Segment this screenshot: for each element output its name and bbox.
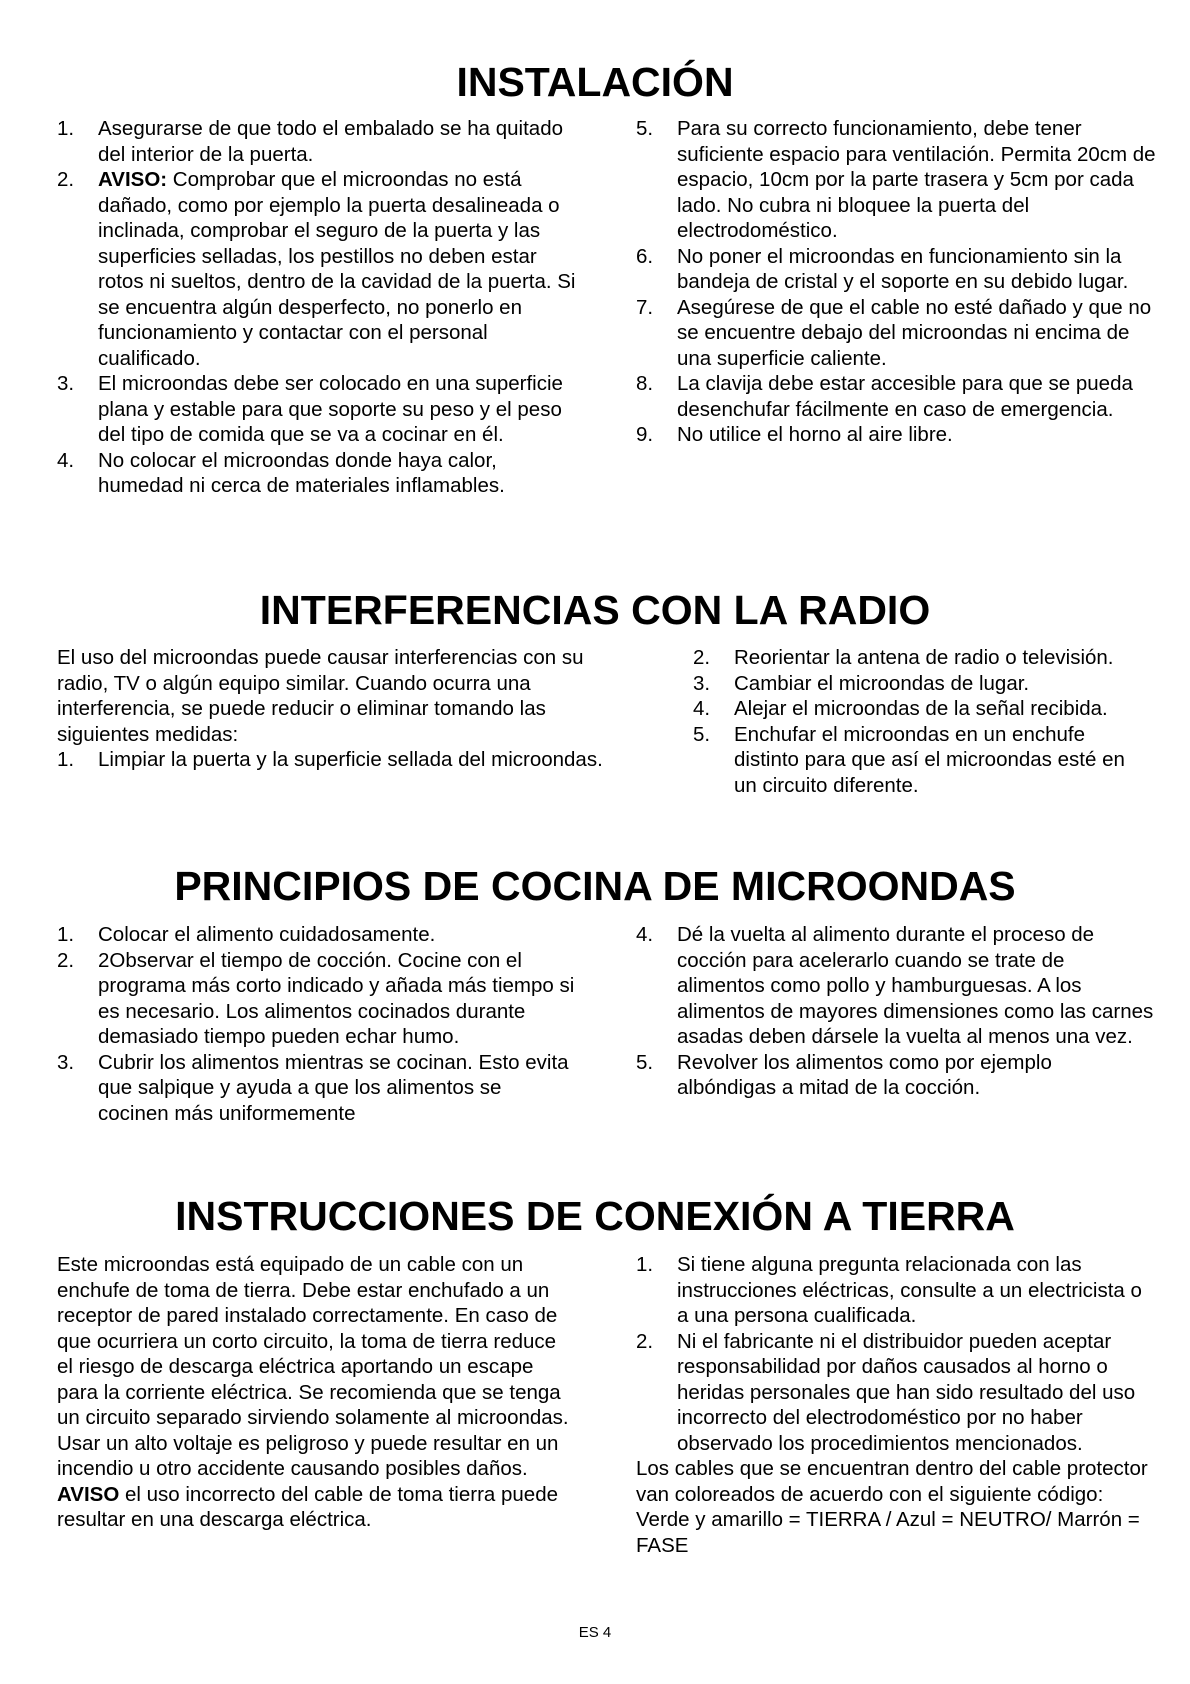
list-item — [57, 116, 577, 167]
radio-right-column — [693, 645, 1153, 798]
item-text: Revolver los alimentos como por ejemplo albóndigas a mitad de la cocción. — [677, 1050, 1052, 1099]
principles-title: PRINCIPIOS DE COCINA DE MICROONDAS — [174, 863, 1016, 909]
list-item — [636, 371, 1156, 422]
item-text: Alejar el microondas de la señal recibida. — [734, 697, 1108, 720]
list-item — [636, 422, 1156, 448]
installation-left-column — [57, 116, 577, 499]
item-number: 3. — [57, 1050, 75, 1074]
warning-text: el uso incorrecto del cable de toma tierra puede resultar en una descarga eléctrica. — [57, 1482, 559, 1531]
installation-title: INSTALACIÓN — [456, 59, 734, 105]
grounding-title: INSTRUCCIONES DE CONEXIÓN A TIERRA — [175, 1193, 1015, 1239]
list-item — [693, 696, 1153, 722]
list-item — [636, 244, 1156, 295]
list-item — [693, 671, 1153, 697]
item-text: Cubrir los alimentos mientras se cocinan. Esto evita que salpique y ayuda a que los alimentos se cocinen más uniformemente — [98, 1050, 569, 1125]
item-text: Asegurarse de que todo el embalado se ha quitado del interior de la puerta. — [98, 117, 564, 166]
item-text: Reorientar la antena de radio o televisión. — [734, 646, 1114, 669]
warning-label: AVISO — [57, 1482, 120, 1506]
item-text: Asegúrese de que el cable no esté dañado y que no se encuentre debajo del microondas ni encima de una superficie caliente. — [677, 295, 1152, 370]
list-item — [57, 747, 637, 773]
item-number: 3. — [693, 671, 711, 695]
item-text: Colocar el alimento cuidadosamente. — [98, 923, 436, 946]
item-number: 1. — [57, 117, 75, 140]
item-text: Enchufar el microondas en un enchufe distinto para que así el microondas esté en un circuito diferente. — [734, 722, 1125, 797]
item-text: 2Observar el tiempo de cocción. Cocine con el programa más corto indicado y añada más tiempo si es necesario. Los alimentos cocinados durante demasiado tiempo pueden echar humo. — [98, 948, 575, 1048]
list-item — [693, 645, 1153, 671]
item-number: 2. — [636, 1329, 654, 1353]
item-text: La clavija debe estar accesible para que se pueda desenchufar fácilmente en caso de emergencia. — [677, 372, 1133, 421]
item-number: 8. — [636, 372, 654, 395]
item-number: 5. — [636, 117, 654, 140]
item-text: Limpiar la puerta y la superficie sellada del microondas. — [98, 748, 603, 771]
list-item — [636, 1329, 1156, 1457]
grounding-warning — [57, 1482, 575, 1533]
item-number: 3. — [57, 372, 75, 395]
list-item — [636, 116, 1156, 244]
item-text: No colocar el microondas donde haya calor, humedad ni cerca de materiales inflamables. — [98, 448, 505, 497]
cables-note: Los cables que se encuentran dentro del cable protector van coloreados de acuerdo con el siguiente código: Verde y amarillo = TIERRA / Azul = NEUTRO/ Marrón = FASE — [636, 1457, 1148, 1557]
radio-left-column — [57, 645, 637, 773]
radio-title: INTERFERENCIAS CON LA RADIO — [259, 587, 931, 633]
list-item — [57, 371, 577, 448]
item-number: 4. — [636, 923, 654, 946]
installation-right-column — [636, 116, 1156, 448]
grounding-right-column — [636, 1252, 1156, 1558]
item-text: El microondas debe ser colocado en una superficie plana y estable para que soporte su peso y el peso del tipo de comida que se va a cocinar en él. — [98, 372, 563, 446]
item-number: 9. — [636, 423, 654, 446]
grounding-left-column — [57, 1252, 575, 1533]
item-text: Si tiene alguna pregunta relacionada con las instrucciones eléctricas, consulte a un electricista o a una persona cualificada. — [677, 1253, 1142, 1327]
principles-left-column — [57, 922, 577, 1126]
item-number: 2. — [693, 646, 711, 669]
list-item — [57, 922, 577, 948]
list-item — [693, 722, 1153, 799]
list-item — [636, 295, 1156, 372]
list-item — [636, 1252, 1156, 1329]
list-item — [57, 167, 577, 371]
item-text: Dé la vuelta al alimento durante el proceso de cocción para acelerarlo cuando se trate de alimentos como pollo y hamburguesas. A los alimentos de mayores dimensiones como las carnes asadas deben dársele la vuelta al menos una vez. — [677, 923, 1154, 1048]
radio-intro: El uso del microondas puede causar interferencias con su radio, TV o algún equipo similar. Cuando ocurra una interferencia, se puede reducir o eliminar tomando las siguientes medidas: — [57, 646, 584, 746]
page-number: ES 4 — [578, 1624, 612, 1641]
item-text: Comprobar que el microondas no está dañado, como por ejemplo la puerta desalineada o inclinada, comprobar el seguro de la puerta y las superficies selladas, los pestillos no deben estar rotos ni sueltos, dentro de la cavidad de la puerta. Si se encuentra algún desperfecto, no ponerlo en funcionamiento y contactar con el personal cualificado. — [98, 168, 576, 370]
list-item — [57, 448, 577, 499]
warning-label: AVISO: — [98, 168, 168, 191]
list-item — [636, 1050, 1156, 1101]
item-number: 5. — [693, 722, 711, 746]
list-item — [57, 1050, 577, 1127]
item-text: No utilice el horno al aire libre. — [677, 423, 953, 446]
item-number: 4. — [693, 697, 711, 720]
list-item — [57, 948, 577, 1050]
item-text: Cambiar el microondas de lugar. — [734, 671, 1030, 695]
item-number: 2. — [57, 168, 75, 191]
item-text: No poner el microondas en funcionamiento sin la bandeja de cristal y el soporte en su debido lugar. — [677, 244, 1129, 293]
item-text: Para su correcto funcionamiento, debe tener suficiente espacio para ventilación. Permita 20cm de espacio, 10cm por la parte trasera y 5cm por cada lado. No cubra ni bloquee la puerta del electrodoméstico. — [677, 117, 1156, 242]
item-text: Ni el fabricante ni el distribuidor pueden aceptar responsabilidad por daños causados al horno o heridas personales que han sido resultado del uso incorrecto del electrodoméstico por no haber observado los procedimientos mencionados. — [677, 1329, 1136, 1455]
grounding-intro: Este microondas está equipado de un cable con un enchufe de toma de tierra. Debe estar enchufado a un receptor de pared instalado correctamente. En caso de que ocurriera un corto circuito, la toma de tierra reduce el riesgo de descarga eléctrica aportando un escape para la corriente eléctrica. Se recomienda que se tenga un circuito separado sirviendo solamente al microondas. Usar un alto voltaje es peligroso y puede resultar en un incendio u otro accidente causando posibles daños. — [57, 1253, 569, 1480]
item-number: 4. — [57, 448, 75, 472]
item-number: 2. — [57, 948, 75, 972]
item-number: 7. — [636, 295, 654, 319]
list-item — [636, 922, 1156, 1050]
item-number: 1. — [57, 923, 75, 946]
principles-right-column — [636, 922, 1156, 1101]
item-number: 5. — [636, 1050, 654, 1074]
item-number: 1. — [636, 1253, 654, 1276]
item-number: 1. — [57, 748, 75, 771]
item-number: 6. — [636, 244, 654, 268]
